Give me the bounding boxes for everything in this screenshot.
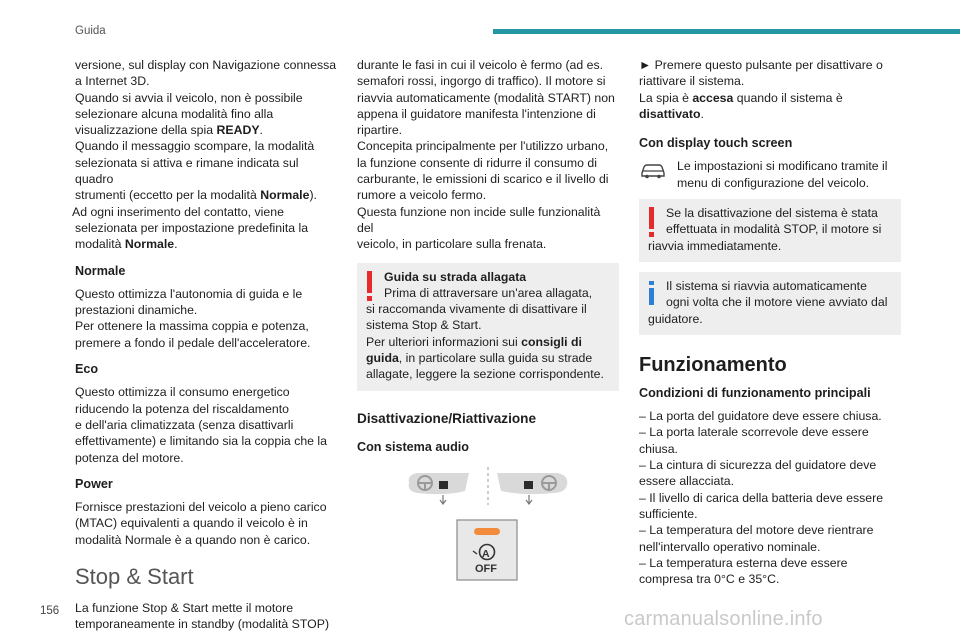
heading-stop-start: Stop & Start	[75, 564, 194, 590]
condition-item: – Il livello di carica della batteria deve essere	[639, 490, 884, 505]
warning-line: Per ulteriori informazioni sui consigli di	[366, 334, 582, 349]
warning-icon	[367, 271, 372, 293]
body-line: veicolo, in particolare sulla frenata.	[357, 237, 547, 252]
indicator-line: La spia è accesa quando il sistema è	[639, 90, 843, 105]
warning-line: guida, in particolare sulla guida su strade	[366, 351, 593, 366]
ignition-line: Ad ogni inserimento del contatto, viene	[72, 204, 284, 219]
eco-line: Questo ottimizza il consumo energetico	[75, 385, 290, 400]
normale-line: prestazioni dinamiche.	[75, 303, 198, 318]
intro-line: versione, sul display con Navigazione connessa	[75, 58, 337, 72]
condition-item: – La cintura di sicurezza del guidatore deve	[639, 458, 877, 473]
warning-box-stop-mode	[639, 199, 901, 262]
condition-item: – La porta laterale scorrevole deve essere	[639, 425, 869, 440]
stop-start-line: La funzione Stop & Start mette il motore	[75, 601, 294, 616]
warning-line: allagate, leggere la sezione corrispondente.	[366, 367, 604, 382]
ignition-line: selezionata per impostazione predefinita la	[75, 220, 309, 235]
body-line: durante le fasi in cui il veicolo è fermo (ad es.	[357, 58, 604, 72]
dashboard-illustration	[357, 463, 619, 589]
touch-line: menu di configurazione del veicolo.	[677, 175, 870, 190]
heading-conditions: Condizioni di funzionamento principali	[639, 385, 871, 400]
condition-item: – La temperatura del motore deve rientrare	[639, 523, 874, 538]
body-line: Concepita principalmente per l'utilizzo urbano,	[357, 139, 609, 154]
power-line: modalità Normale è a quando non è carico.	[75, 532, 311, 547]
body-line: Questa funzione non incide sulle funzionalità del	[357, 204, 601, 235]
intro-line: selezionare alcuna modalità fino alla	[75, 106, 274, 121]
body-line: la funzione consente di ridurre il consumo di	[357, 155, 597, 170]
warning-icon	[649, 207, 654, 229]
off-button-label[interactable]: OFF	[475, 563, 497, 576]
warning-title: Guida su strada allagata	[384, 269, 527, 284]
column-2	[357, 57, 619, 589]
message-line: Quando il messaggio scompare, la modalità	[75, 139, 315, 154]
page-number: 156	[40, 605, 60, 617]
ignition-line: modalità Normale.	[75, 237, 178, 252]
body-line: riavvia automaticamente (modalità START) non	[357, 90, 615, 105]
heading-touch-screen: Con display touch screen	[639, 136, 793, 151]
warning-line: Prima di attraversare un'area allagata,	[384, 285, 593, 300]
touch-screen-note	[639, 158, 901, 191]
instruction-line: riattivare il sistema.	[639, 74, 745, 89]
power-line: Fornisce prestazioni del veicolo a pieno carico	[75, 500, 327, 515]
heading-funzionamento: Funzionamento	[639, 353, 787, 376]
column-1	[72, 57, 337, 633]
warning-box-flooded-road	[357, 263, 619, 391]
eco-line: riducendo la potenza del riscaldamento	[75, 401, 289, 416]
body-line: semafori rossi, ingorgo di traffico). Il motore si	[357, 74, 606, 89]
heading-power: Power	[75, 476, 113, 491]
warning-line: Se la disattivazione del sistema è stata	[666, 206, 878, 221]
info-line: guidatore.	[648, 311, 703, 326]
body-line: rumore a veicolo fermo.	[357, 188, 487, 203]
watermark: carmanualsonline.info	[624, 608, 823, 630]
heading-eco: Eco	[75, 362, 99, 377]
eco-line: effettivamente) e limitando sia la coppia che la	[75, 434, 328, 449]
vehicle-settings-icon	[639, 160, 667, 180]
condition-item-cont: chiusa.	[639, 441, 678, 456]
message-line: strumenti (eccetto per la modalità Normale).	[75, 188, 317, 203]
body-line: ripartire.	[357, 123, 403, 138]
warning-line: riavvia immediatamente.	[648, 238, 782, 253]
power-line: (MTAC) equivalenti a quando il veicolo è in	[75, 516, 308, 531]
running-header: Guida	[75, 25, 106, 37]
warning-line: effettuata in modalità STOP, il motore si	[666, 222, 882, 237]
info-line: ogni volta che il motore viene avviato dal	[666, 295, 888, 310]
intro-line: a Internet 3D.	[75, 74, 150, 89]
normale-line: Per ottenere la massima coppia e potenza,	[75, 319, 309, 334]
indicator-line: disattivato.	[639, 106, 704, 121]
header-accent-bar	[493, 29, 960, 34]
intro-line: Quando si avvia il veicolo, non è possibile	[75, 90, 303, 105]
heading-deactivation: Disattivazione/Riattivazione	[357, 410, 537, 426]
instruction-line: ► Premere questo pulsante per disattivare o	[639, 58, 883, 72]
condition-item: – La temperatura esterna deve essere	[639, 555, 848, 570]
condition-item-cont: compresa tra 0°C e 35°C.	[639, 572, 780, 587]
condition-item-cont: essere allacciata.	[639, 474, 735, 489]
condition-item: – La porta del guidatore deve essere chiusa.	[639, 409, 882, 424]
info-icon	[649, 288, 654, 305]
normale-line: premere a fondo il pedale dell'acceleratore.	[75, 335, 311, 350]
info-line: Il sistema si riavvia automaticamente	[666, 278, 867, 293]
button-letter: A	[482, 548, 490, 561]
normale-line: Questo ottimizza l'autonomia di guida e le	[75, 286, 303, 301]
body-line: carburante, le emissioni di scarico e il livello di	[357, 172, 609, 187]
heading-audio-system: Con sistema audio	[357, 439, 469, 454]
ready-line: visualizzazione della spia READY.	[75, 123, 263, 138]
body-line: appena il guidatore manifesta l'intenzione di	[357, 106, 596, 121]
touch-line: Le impostazioni si modificano tramite il	[677, 159, 888, 174]
heading-normale: Normale	[75, 263, 126, 278]
warning-line: si raccomanda vivamente di disattivare il	[366, 302, 587, 317]
stop-start-line: temporaneamente in standby (modalità STOP)	[75, 617, 330, 632]
condition-item-cont: sufficiente.	[639, 506, 698, 521]
warning-line: sistema Stop & Start.	[366, 318, 482, 333]
column-3	[639, 57, 901, 587]
eco-line: e dell'aria climatizzata (senza disattivarli	[75, 417, 294, 432]
condition-item-cont: nell'intervallo operativo nominale.	[639, 539, 821, 554]
eco-line: potenza del motore.	[75, 450, 184, 465]
info-box-restart	[639, 272, 901, 335]
message-line: selezionata si attiva e rimane indicata sul quadro	[75, 155, 299, 187]
